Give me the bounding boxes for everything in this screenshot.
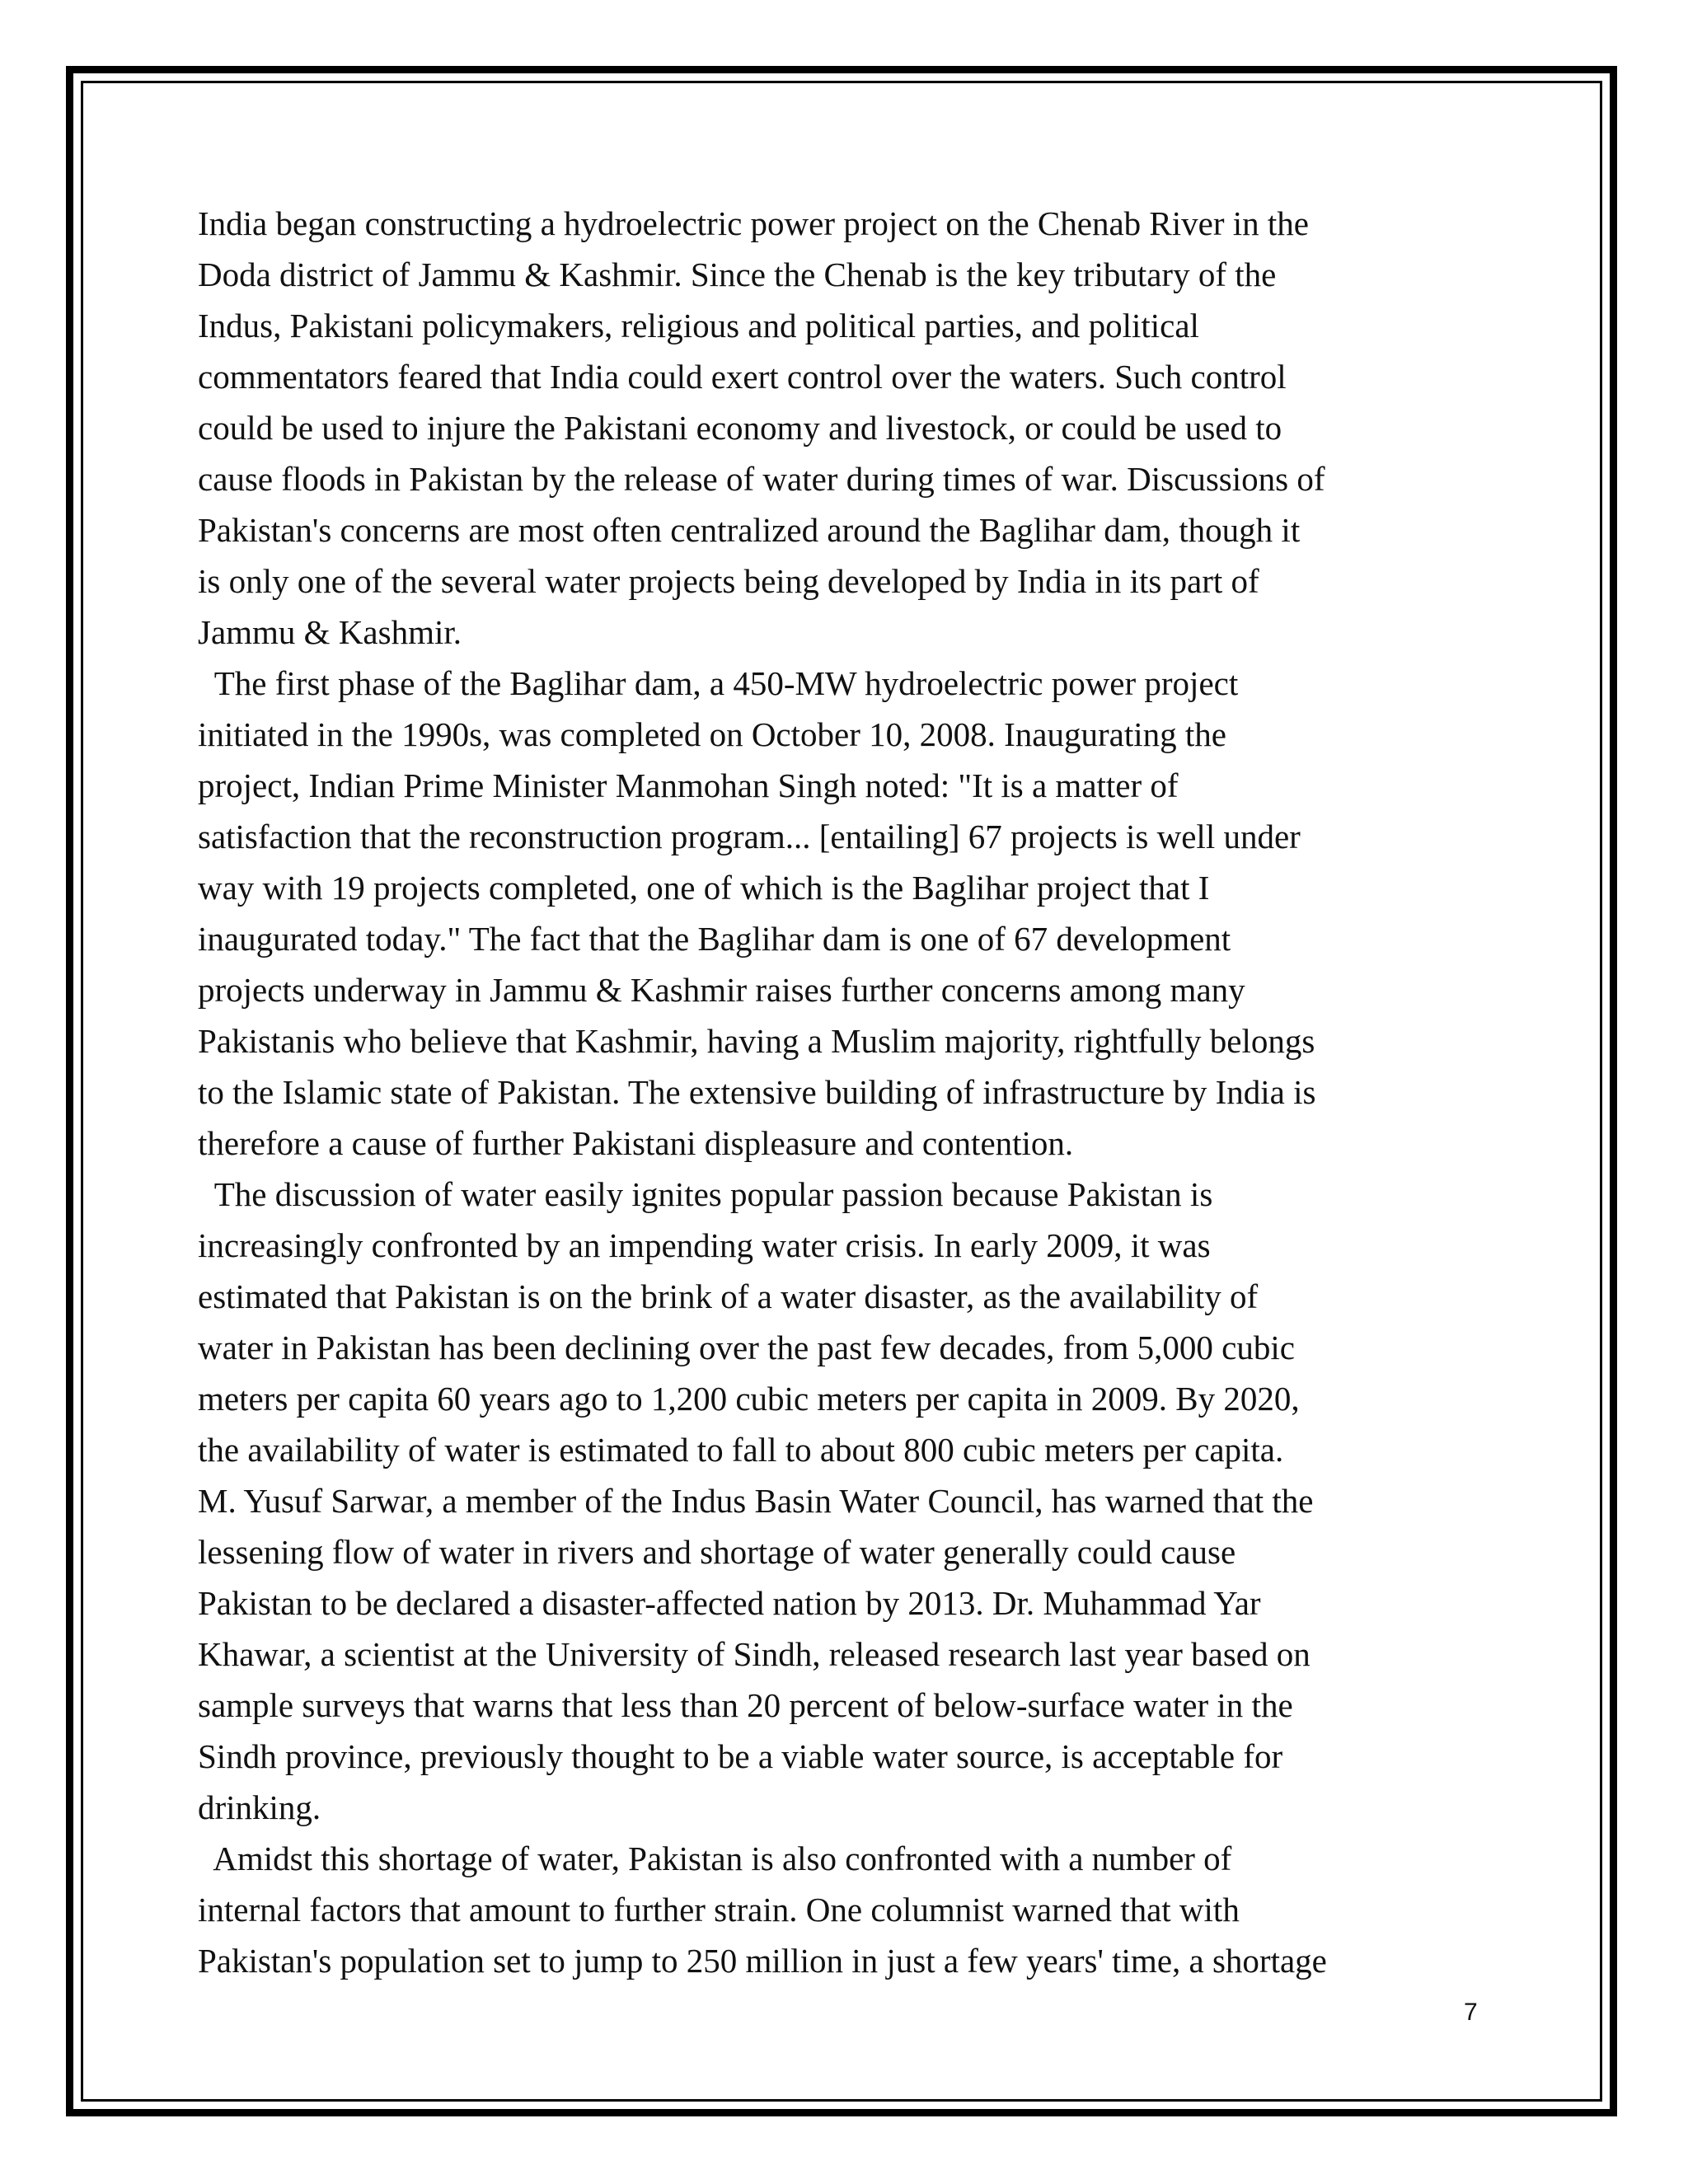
text-line: Amidst this shortage of water, Pakistan is also confronted with a number of [198, 1840, 1232, 1877]
text-line: sample surveys that warns that less than 20 percent of below-surface water in the [198, 1686, 1293, 1724]
text-line: satisfaction that the reconstruction program... [entailing] 67 projects is well under [198, 818, 1301, 855]
text-line: projects underway in Jammu & Kashmir raises further concerns among many [198, 971, 1245, 1009]
page-number: 7 [1464, 1999, 1478, 2026]
text-line: drinking. [198, 1788, 321, 1826]
text-line: India began constructing a hydroelectric power project on the Chenab River in the [198, 204, 1309, 242]
text-line: Jammu & Kashmir. [198, 613, 462, 651]
document-body [198, 198, 1500, 1986]
text-line: to the Islamic state of Pakistan. The extensive building of infrastructure by India is [198, 1073, 1316, 1111]
text-line: cause floods in Pakistan by the release of water during times of war. Discussions of [198, 460, 1325, 498]
text-line: initiated in the 1990s, was completed on October 10, 2008. Inaugurating the [198, 715, 1226, 753]
text-line: Sindh province, previously thought to be a viable water source, is acceptable for [198, 1737, 1283, 1775]
text-line: the availability of water is estimated to fall to about 800 cubic meters per capita. [198, 1431, 1284, 1469]
text-line: inaugurated today." The fact that the Baglihar dam is one of 67 development [198, 920, 1231, 958]
text-line: M. Yusuf Sarwar, a member of the Indus Basin Water Council, has warned that the [198, 1482, 1314, 1520]
text-line: project, Indian Prime Minister Manmohan Singh noted: "It is a matter of [198, 766, 1179, 804]
paragraph-3 [198, 1169, 1500, 1833]
text-line: internal factors that amount to further strain. One columnist warned that with [198, 1891, 1240, 1929]
text-line: therefore a cause of further Pakistani displeasure and contention. [198, 1124, 1074, 1162]
paragraph-1 [198, 198, 1500, 658]
text-line: Khawar, a scientist at the University of Sindh, released research last year based on [198, 1635, 1311, 1673]
text-line: way with 19 projects completed, one of which is the Baglihar project that I [198, 869, 1210, 907]
text-line: The first phase of the Baglihar dam, a 450-MW hydroelectric power project [198, 664, 1239, 702]
text-line: could be used to injure the Pakistani economy and livestock, or could be used to [198, 409, 1282, 447]
text-line: increasingly confronted by an impending water crisis. In early 2009, it was [198, 1226, 1211, 1264]
text-line: Pakistan's population set to jump to 250 million in just a few years' time, a shortage [198, 1942, 1327, 1980]
paragraph-4 [198, 1833, 1500, 1986]
text-line: estimated that Pakistan is on the brink of a water disaster, as the availability of [198, 1277, 1259, 1315]
text-line: The discussion of water easily ignites popular passion because Pakistan is [198, 1175, 1213, 1213]
text-line: Indus, Pakistani policymakers, religious and political parties, and political [198, 307, 1199, 344]
text-line: Pakistanis who believe that Kashmir, having a Muslim majority, rightfully belongs [198, 1022, 1315, 1060]
text-line: Pakistan to be declared a disaster-affected nation by 2013. Dr. Muhammad Yar [198, 1584, 1261, 1622]
text-line: water in Pakistan has been declining over the past few decades, from 5,000 cubic [198, 1329, 1295, 1366]
paragraph-2 [198, 658, 1500, 1169]
text-line: Doda district of Jammu & Kashmir. Since the Chenab is the key tributary of the [198, 255, 1277, 293]
text-line: meters per capita 60 years ago to 1,200 cubic meters per capita in 2009. By 2020, [198, 1380, 1300, 1418]
text-line: is only one of the several water projects being developed by India in its part of [198, 562, 1259, 600]
text-line: commentators feared that India could exert control over the waters. Such control [198, 358, 1287, 396]
text-line: Pakistan's concerns are most often centralized around the Baglihar dam, though it [198, 511, 1301, 549]
text-line: lessening flow of water in rivers and shortage of water generally could cause [198, 1533, 1236, 1571]
